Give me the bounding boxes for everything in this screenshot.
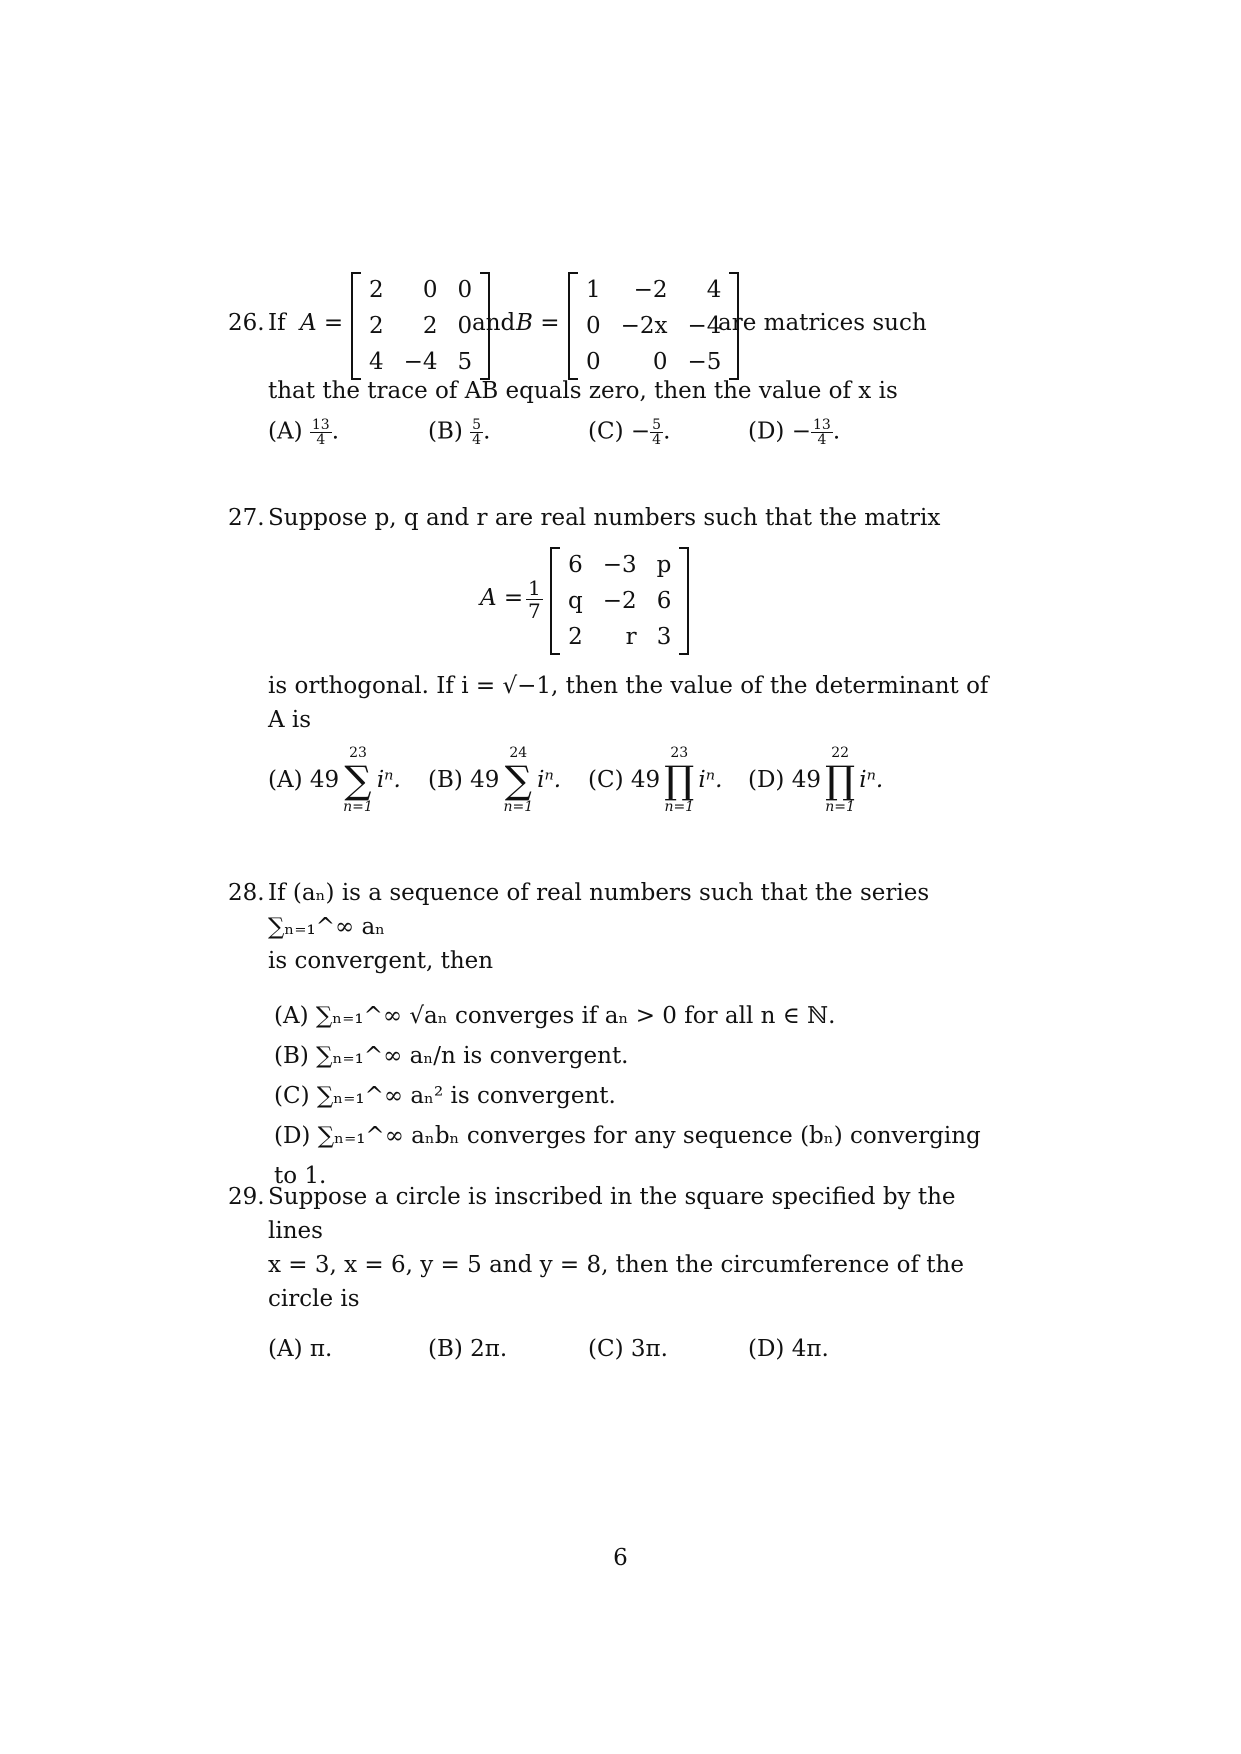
option-term: iⁿ.	[698, 767, 723, 793]
option-item: (A) $\frac{13}{4}$ .	[268, 417, 340, 448]
fraction-denominator: 4	[652, 432, 662, 448]
options-27	[268, 745, 1008, 825]
option-label: (B)	[428, 767, 463, 793]
option-coefficient: 49	[309, 767, 340, 793]
matrix-cell: 0	[457, 277, 473, 303]
question-number: 27.	[228, 505, 265, 531]
matrix-cell: q	[568, 588, 583, 614]
option-term: iⁿ.	[537, 767, 562, 793]
options-28	[274, 996, 1008, 1196]
option-coefficient: 49	[630, 767, 661, 793]
question-28	[228, 876, 1008, 1196]
question-28-line1: If (aₙ) is a sequence of real numbers such that the series ∑ₙ₌₁^∞ aₙ	[268, 880, 930, 940]
matrix-cell: 2	[422, 313, 438, 339]
matrix-cell: −4	[403, 349, 438, 375]
operator-symbol: ∏	[664, 758, 695, 802]
matrix-a-label: A =	[480, 585, 524, 611]
option-item: (C) − $\frac{5}{4}$ .	[588, 417, 671, 448]
question-29-line2: x = 3, x = 6, y = 5 and y = 8, then the circumference of the	[268, 1252, 964, 1278]
option-fraction	[470, 418, 483, 447]
matrix-cell: 0	[457, 313, 473, 339]
option-item	[748, 1332, 829, 1366]
option-sign: −	[630, 418, 651, 445]
fraction-denominator: 4	[817, 432, 827, 448]
operator-upper: 23	[670, 745, 689, 761]
matrix-a	[351, 272, 490, 380]
operator-lower: n=1	[503, 799, 534, 815]
matrix-cell: 2	[369, 313, 384, 339]
are-matrices-text: are matrices such	[718, 310, 927, 336]
matrix-cell: 6	[656, 588, 672, 614]
operator-lower: n=1	[343, 799, 373, 815]
options-26	[268, 418, 1008, 458]
operator-symbol: ∑	[504, 758, 532, 802]
matrix-a-label: A =	[300, 310, 344, 336]
matrix-cell: −4	[687, 313, 722, 339]
big-operator	[343, 745, 373, 815]
matrix-cell: 3	[656, 624, 672, 650]
option-item	[748, 745, 883, 815]
option-text: ∑ₙ₌₁^∞ aₙ² is convergent.	[316, 1083, 616, 1109]
matrix-cell: −3	[602, 552, 637, 578]
question-number: 29.	[228, 1184, 265, 1210]
fraction-numerator: 13	[311, 417, 330, 433]
operator-upper: 22	[831, 745, 850, 761]
matrix-cell: 2	[369, 277, 384, 303]
option-item	[588, 745, 722, 815]
matrix-cell: 0	[652, 349, 668, 375]
option-fraction	[310, 418, 332, 447]
option-fraction	[811, 418, 833, 447]
option-label: (D)	[748, 418, 785, 445]
option-term: iⁿ.	[859, 767, 884, 793]
question-number: 26.	[228, 310, 265, 336]
option-label: (C)	[274, 1083, 310, 1109]
fraction-denominator: 4	[316, 432, 326, 448]
operator-lower: n=1	[825, 799, 855, 815]
option-item: (B) $\frac{5}{4}$ .	[428, 417, 491, 448]
and-text: and	[472, 310, 516, 336]
if-text: If	[268, 310, 286, 336]
option-value: 2π.	[470, 1336, 508, 1362]
options-29	[268, 1332, 1008, 1372]
option-text: ∑ₙ₌₁^∞ √aₙ converges if aₙ > 0 for all n ∈ ℕ.	[315, 1003, 836, 1029]
page-number: 6	[613, 1545, 628, 1571]
option-label: (A)	[268, 418, 303, 445]
operator-symbol: ∏	[824, 758, 856, 802]
option-label: (A)	[268, 767, 303, 793]
matrix-cell: 0	[422, 277, 438, 303]
question-27-line2b: A is	[268, 707, 312, 733]
option-item	[268, 745, 401, 815]
matrix-cell: −2	[633, 277, 668, 303]
option-coefficient: 49	[470, 767, 500, 793]
question-26-line2: that the trace of AB equals zero, then the value of x is	[268, 378, 898, 404]
fraction-numerator: 5	[652, 417, 662, 433]
option-value: 4π.	[791, 1336, 829, 1362]
fraction-denominator: 4	[472, 432, 482, 448]
matrix-b-label: B =	[516, 310, 560, 336]
matrix-cell: 0	[586, 349, 601, 375]
matrix-cell: r	[625, 624, 637, 650]
option-fraction	[650, 418, 663, 447]
option-label: (C)	[588, 418, 624, 445]
option-label: (D)	[748, 767, 785, 793]
operator-upper: 24	[509, 745, 528, 761]
question-27-line2a: is orthogonal. If i = √−1, then the value of the determinant of	[268, 673, 989, 699]
option-value: π.	[309, 1336, 333, 1362]
option-item	[428, 1332, 507, 1366]
big-operator	[825, 745, 855, 815]
scalar-denominator: 7	[528, 599, 541, 623]
big-operator	[503, 745, 533, 815]
option-term: iⁿ.	[376, 767, 401, 793]
question-27	[228, 505, 1008, 825]
option-item	[268, 1332, 332, 1366]
option-label: (D)	[274, 1123, 311, 1149]
operator-lower: n=1	[664, 799, 695, 815]
matrix-cell: 4	[706, 277, 722, 303]
fraction-numerator: 13	[812, 417, 831, 433]
option-sign: −	[791, 418, 811, 445]
option-label: (A)	[268, 1336, 303, 1362]
matrix-cell: −2	[602, 588, 637, 614]
option-label: (B)	[274, 1043, 309, 1069]
scalar-numerator: 1	[528, 576, 541, 600]
question-26	[228, 272, 1008, 458]
question-number: 28.	[228, 880, 265, 906]
option-label: (A)	[274, 1003, 309, 1029]
option-value: 3π.	[630, 1336, 668, 1362]
operator-symbol: ∑	[344, 758, 372, 802]
matrix-cell: 5	[457, 349, 473, 375]
matrix-cell: p	[656, 552, 672, 578]
matrix-cell: 2	[568, 624, 583, 650]
option-item	[274, 1076, 1008, 1116]
option-item	[428, 745, 561, 815]
option-label: (C)	[588, 767, 624, 793]
option-item	[274, 996, 1008, 1036]
question-29-line1: Suppose a circle is inscribed in the square specified by the lines	[268, 1184, 956, 1244]
matrix-cell: −2x	[620, 313, 668, 339]
matrix-a-27	[550, 547, 689, 655]
option-item: (D) − $\frac{13}{4}$ .	[748, 417, 841, 448]
option-label: (C)	[588, 1336, 624, 1362]
fraction-numerator: 5	[472, 417, 482, 433]
option-item	[588, 1332, 668, 1366]
matrix-cell: −5	[687, 349, 722, 375]
question-29-line3: circle is	[268, 1286, 360, 1312]
option-coefficient: 49	[791, 767, 821, 793]
question-29	[228, 1180, 1008, 1372]
matrix-b	[568, 272, 739, 380]
scalar-fraction	[526, 577, 543, 622]
option-item	[274, 1036, 1008, 1076]
matrix-cell: 6	[568, 552, 583, 578]
matrix-cell: 1	[586, 277, 601, 303]
option-text: ∑ₙ₌₁^∞ aₙ/n is convergent.	[316, 1043, 629, 1069]
option-label: (B)	[428, 418, 463, 445]
question-27-line1: Suppose p, q and r are real numbers such that the matrix	[268, 505, 941, 531]
matrix-cell: 4	[369, 349, 384, 375]
matrix-cell: 0	[586, 313, 601, 339]
question-28-line2: is convergent, then	[268, 948, 494, 974]
option-text: ∑ₙ₌₁^∞ aₙbₙ converges for any sequence (bₙ) converging to 1.	[274, 1123, 981, 1189]
operator-upper: 23	[349, 745, 367, 761]
option-label: (D)	[748, 1336, 785, 1362]
big-operator	[664, 745, 694, 815]
option-label: (B)	[428, 1336, 463, 1362]
